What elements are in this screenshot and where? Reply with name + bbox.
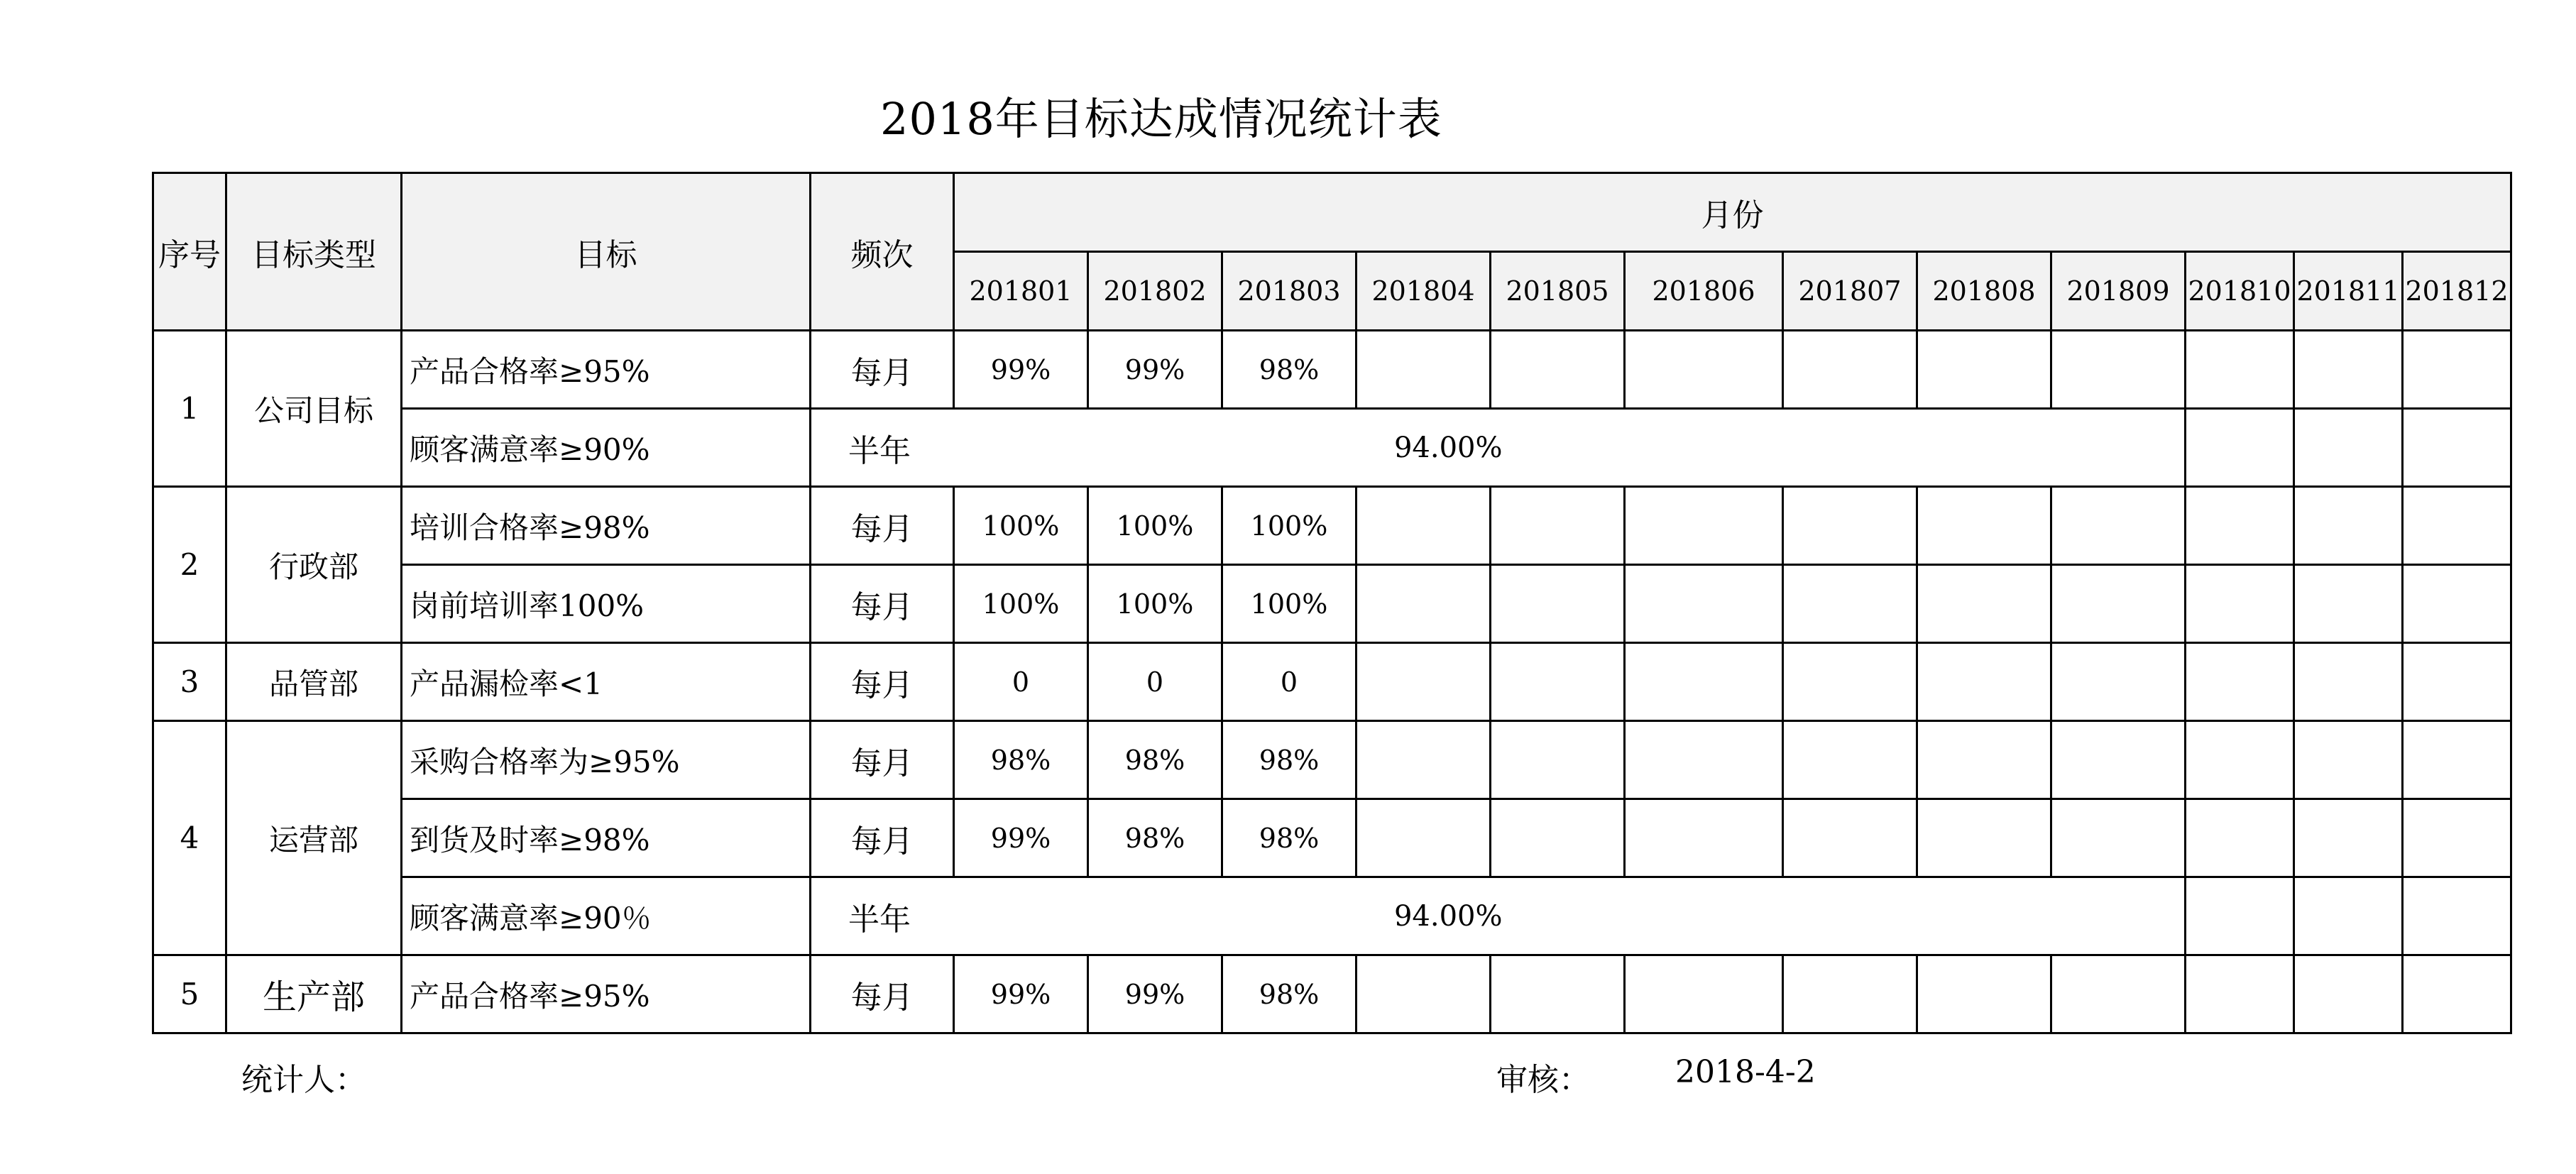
- frequency-cell: 每月: [811, 799, 954, 877]
- frequency-cell: 每月: [811, 721, 954, 799]
- empty-cell: [2186, 643, 2294, 721]
- empty-cell: [1356, 955, 1491, 1033]
- empty-cell: [1625, 955, 1783, 1033]
- value-cell: 99%: [954, 799, 1088, 877]
- empty-cell: [2294, 799, 2403, 877]
- empty-cell: [2403, 955, 2511, 1033]
- empty-cell: [2186, 877, 2294, 955]
- seq-cell: 5: [153, 955, 226, 1033]
- empty-cell: [2294, 565, 2403, 643]
- target-cell: 顾客满意率≥90%: [402, 409, 811, 487]
- value-cell: 100%: [1222, 565, 1356, 643]
- empty-cell: [1917, 799, 2051, 877]
- empty-cell: [2294, 331, 2403, 409]
- table-row: [153, 331, 2511, 409]
- value-cell: 100%: [1222, 487, 1356, 565]
- empty-cell: [2403, 877, 2511, 955]
- header-month-col: 201804: [1356, 252, 1491, 331]
- empty-cell: [1491, 643, 1625, 721]
- table-row: [153, 565, 2511, 643]
- empty-cell: [1625, 565, 1783, 643]
- table-row: [153, 487, 2511, 565]
- frequency-cell: 每月: [811, 643, 954, 721]
- table-row: [153, 799, 2511, 877]
- header-month-col: 201812: [2403, 252, 2511, 331]
- value-cell: 98%: [1222, 799, 1356, 877]
- empty-cell: [2051, 955, 2186, 1033]
- table-row: [153, 721, 2511, 799]
- target-cell: 到货及时率≥98%: [402, 799, 811, 877]
- value-cell: 99%: [954, 331, 1088, 409]
- empty-cell: [2294, 409, 2403, 487]
- header-frequency: 频次: [811, 173, 954, 331]
- empty-cell: [2051, 331, 2186, 409]
- target-cell: 产品合格率≥95%: [402, 331, 811, 409]
- table-row: [153, 955, 2511, 1033]
- empty-cell: [1917, 955, 2051, 1033]
- target-cell: 产品漏检率<1: [402, 643, 811, 721]
- empty-cell: [2186, 487, 2294, 565]
- empty-cell: [1356, 331, 1491, 409]
- value-cell: 0: [1088, 643, 1222, 721]
- type-cell: 行政部: [226, 487, 402, 643]
- value-cell: 0: [954, 643, 1088, 721]
- value-cell: 100%: [954, 487, 1088, 565]
- empty-cell: [2403, 487, 2511, 565]
- frequency-cell: 每月: [811, 331, 954, 409]
- statistician-label: 统计人：: [241, 1062, 366, 1098]
- empty-cell: [1783, 487, 1917, 565]
- reviewer-label: 审核：: [1496, 1062, 1590, 1098]
- header-month-col: 201806: [1625, 252, 1783, 331]
- empty-cell: [1625, 721, 1783, 799]
- empty-cell: [1783, 565, 1917, 643]
- empty-cell: [1356, 487, 1491, 565]
- empty-cell: [1625, 331, 1783, 409]
- value-cell: 99%: [1088, 331, 1222, 409]
- frequency-cell: 半年: [811, 409, 954, 487]
- value-cell: 100%: [1088, 487, 1222, 565]
- empty-cell: [2186, 409, 2294, 487]
- empty-cell: [2403, 409, 2511, 487]
- header-target: 目标: [402, 173, 811, 331]
- type-cell: 运营部: [226, 721, 402, 955]
- empty-cell: [2051, 721, 2186, 799]
- header-month-col: 201807: [1783, 252, 1917, 331]
- seq-cell: 3: [153, 643, 226, 721]
- empty-cell: [2294, 643, 2403, 721]
- value-cell: 98%: [954, 721, 1088, 799]
- table-row: [153, 643, 2511, 721]
- empty-cell: [2294, 721, 2403, 799]
- target-cell: 岗前培训率100%: [402, 565, 811, 643]
- header-month-col: 201808: [1917, 252, 2051, 331]
- report-date: 2018-4-2: [1675, 1054, 1816, 1090]
- empty-cell: [1356, 799, 1491, 877]
- header-month-col: 201809: [2051, 252, 2186, 331]
- empty-cell: [2294, 487, 2403, 565]
- seq-cell: 4: [153, 721, 226, 955]
- empty-cell: [1783, 799, 1917, 877]
- empty-cell: [1625, 643, 1783, 721]
- empty-cell: [2294, 877, 2403, 955]
- empty-cell: [1783, 721, 1917, 799]
- type-cell: 公司目标: [226, 331, 402, 487]
- empty-cell: [1625, 487, 1783, 565]
- target-cell: 采购合格率为≥95%: [402, 721, 811, 799]
- empty-cell: [1491, 955, 1625, 1033]
- frequency-cell: 每月: [811, 487, 954, 565]
- empty-cell: [1783, 643, 1917, 721]
- target-cell: 产品合格率≥95%: [402, 955, 811, 1033]
- value-cell: 98%: [1088, 799, 1222, 877]
- header-month-col: 201805: [1491, 252, 1625, 331]
- value-cell: 98%: [1222, 331, 1356, 409]
- empty-cell: [2051, 799, 2186, 877]
- value-cell: 0: [1222, 643, 1356, 721]
- seq-cell: 2: [153, 487, 226, 643]
- empty-cell: [2186, 955, 2294, 1033]
- target-cell: 顾客满意率≥90％: [402, 877, 811, 955]
- frequency-cell: 每月: [811, 955, 954, 1033]
- frequency-cell: 半年: [811, 877, 954, 955]
- empty-cell: [1783, 955, 1917, 1033]
- value-cell: 99%: [1088, 955, 1222, 1033]
- empty-cell: [1491, 565, 1625, 643]
- type-cell: 品管部: [226, 643, 402, 721]
- empty-cell: [2403, 799, 2511, 877]
- value-cell: 100%: [1088, 565, 1222, 643]
- value-cell: 98%: [1088, 721, 1222, 799]
- frequency-cell: 每月: [811, 565, 954, 643]
- span-value-cell: 94.00%: [954, 877, 2186, 955]
- empty-cell: [1625, 799, 1783, 877]
- target-cell: 培训合格率≥98%: [402, 487, 811, 565]
- page-title: 2018年目标达成情况统计表: [880, 93, 1442, 145]
- empty-cell: [1917, 721, 2051, 799]
- value-cell: 98%: [1222, 721, 1356, 799]
- header-month-col: 201811: [2294, 252, 2403, 331]
- target-statistics-table: [152, 172, 2512, 1034]
- header-month-col: 201801: [954, 252, 1088, 331]
- empty-cell: [1917, 643, 2051, 721]
- empty-cell: [1917, 331, 2051, 409]
- empty-cell: [2186, 565, 2294, 643]
- empty-cell: [2051, 565, 2186, 643]
- empty-cell: [2186, 799, 2294, 877]
- empty-cell: [2051, 487, 2186, 565]
- empty-cell: [1356, 721, 1491, 799]
- header-month-col: 201802: [1088, 252, 1222, 331]
- empty-cell: [2186, 331, 2294, 409]
- empty-cell: [1491, 331, 1625, 409]
- empty-cell: [1783, 331, 1917, 409]
- value-cell: 99%: [954, 955, 1088, 1033]
- span-value-cell: 94.00%: [954, 409, 2186, 487]
- empty-cell: [2294, 955, 2403, 1033]
- header-seq: 序号: [153, 173, 226, 331]
- empty-cell: [1917, 487, 2051, 565]
- empty-cell: [1491, 799, 1625, 877]
- empty-cell: [1356, 565, 1491, 643]
- header-type: 目标类型: [226, 173, 402, 331]
- header-month: 月份: [954, 173, 2511, 252]
- type-cell: 生产部: [226, 955, 402, 1033]
- empty-cell: [1491, 721, 1625, 799]
- empty-cell: [2403, 643, 2511, 721]
- empty-cell: [2403, 331, 2511, 409]
- value-cell: 98%: [1222, 955, 1356, 1033]
- empty-cell: [2051, 643, 2186, 721]
- header-month-col: 201810: [2186, 252, 2294, 331]
- empty-cell: [1491, 487, 1625, 565]
- header-month-col: 201803: [1222, 252, 1356, 331]
- empty-cell: [1917, 565, 2051, 643]
- empty-cell: [2186, 721, 2294, 799]
- seq-cell: 1: [153, 331, 226, 487]
- table-row: [153, 409, 2511, 487]
- table-row: [153, 877, 2511, 955]
- empty-cell: [2403, 565, 2511, 643]
- empty-cell: [2403, 721, 2511, 799]
- value-cell: 100%: [954, 565, 1088, 643]
- empty-cell: [1356, 643, 1491, 721]
